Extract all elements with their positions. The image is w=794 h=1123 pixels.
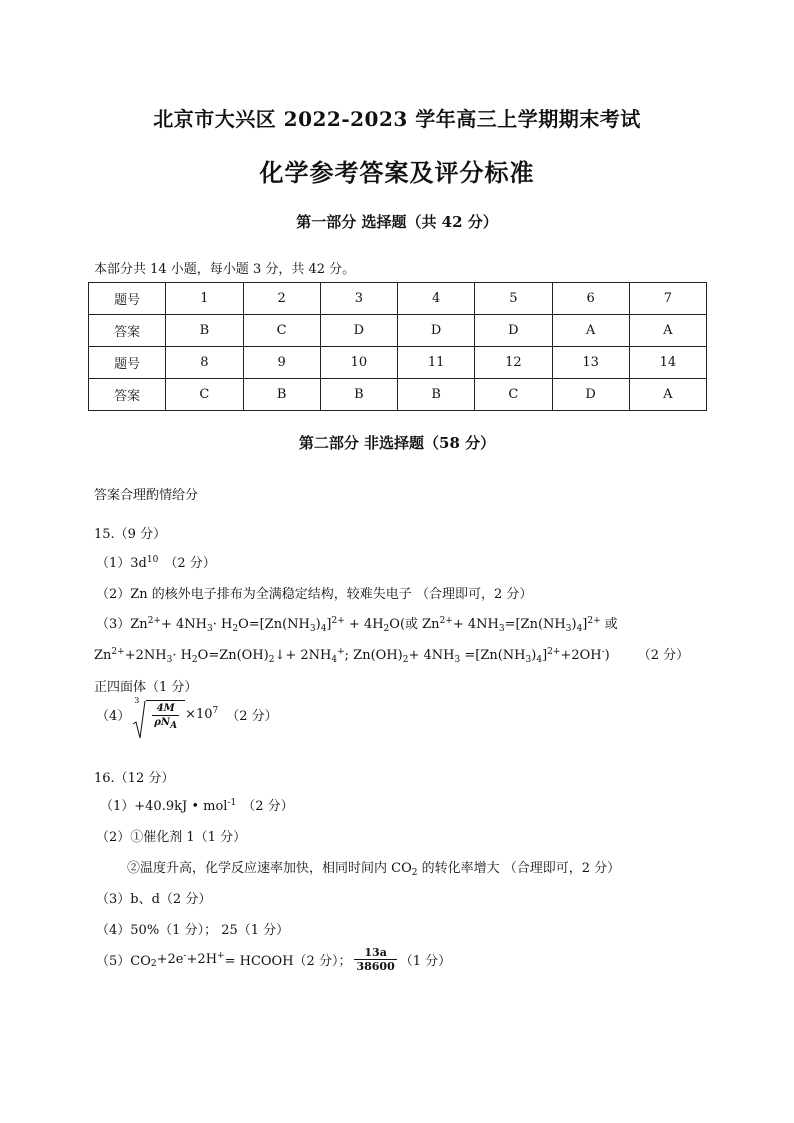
answer-table-cell: D xyxy=(398,315,475,347)
answer-key-title: 化学参考答案及评分标准 xyxy=(259,158,535,187)
q15-heading: 15.（9 分） xyxy=(94,527,167,542)
part1-heading: 第一部分 选择题（共 42 分） xyxy=(296,213,498,231)
answer-table-cell: D xyxy=(552,379,629,411)
answer-table-row xyxy=(89,315,707,347)
answer-table-row-label: 题号 xyxy=(89,347,166,379)
q16-part4: （4）50%（1 分）； 25（1 分） xyxy=(96,923,290,938)
exam-title: 北京市大兴区 2022-2023 学年高三上学期期末考试 xyxy=(153,107,641,131)
radical-sign-icon xyxy=(132,700,146,740)
q15-part1: $(1)3d^{10}$ （2 分） xyxy=(96,555,216,571)
answer-table-cell: 2 xyxy=(243,283,320,315)
answer-table-cell: 14 xyxy=(629,347,706,379)
answer-table-cell: 1 xyxy=(166,283,243,315)
cube-root-expression: 3 $\frac{4M}{\rho N_A}$ xyxy=(132,700,185,729)
answer-table-cell: C xyxy=(166,379,243,411)
answer-table-cell: 5 xyxy=(475,283,552,315)
answer-table-row-label: 答案 xyxy=(89,379,166,411)
answer-table-cell: 4 xyxy=(398,283,475,315)
answer-table-cell: D xyxy=(475,315,552,347)
q16-part2: （2）①催化剂 1（1 分） xyxy=(96,830,247,845)
answer-table-cell: A xyxy=(629,379,706,411)
faraday-fraction: $\frac{13a}{38600}$ xyxy=(356,946,395,973)
answer-table-cell: A xyxy=(552,315,629,347)
answer-table-cell: C xyxy=(243,315,320,347)
answer-table-cell: 7 xyxy=(629,283,706,315)
answer-table-cell: 10 xyxy=(320,347,397,379)
q16-part5: $(5)CO_2+2e^-+2H^+=$ HCOOH（2 分）； $\frac{13a}{38600}$ （1 分） xyxy=(96,946,452,973)
part1-intro: 本部分共 14 小题，每小题 3 分，共 42 分。 xyxy=(94,262,356,277)
answer-table-cell: D xyxy=(320,315,397,347)
grading-note: 答案合理酌情给分 xyxy=(94,488,199,503)
q15-part3-geometry: 正四面体（1 分） xyxy=(94,680,198,695)
answer-table-cell: C xyxy=(475,379,552,411)
answer-table-cell: 11 xyxy=(398,347,475,379)
q15-part3-equation-2: $Zn^{2+}+2NH_3\cdot$ $H_2O=Zn(OH)_2↓+ 2NH_4^+$; $Zn(OH)_2+ 4NH_3 =[Zn(NH_3)_4]^{2+}+2OH^-$) （2 分） xyxy=(94,647,690,665)
q16-part3: （3）b、d（2 分） xyxy=(96,892,212,907)
answer-table-row-label: 答案 xyxy=(89,315,166,347)
answer-table-cell: B xyxy=(243,379,320,411)
part2-heading: 第二部分 非选择题（58 分） xyxy=(298,434,496,452)
answer-table-cell: B xyxy=(320,379,397,411)
q15-part3-equation-1: $(3)Zn^{2+}+ 4NH_3\cdot H_2O=[Zn(NH_3)_4]^{2+} + 4H_2O$(或 $Zn^{2+}+ 4NH_3=[Zn(NH_3)_4]^{2+}$ 或 xyxy=(96,616,618,634)
q16-heading: 16.（12 分） xyxy=(94,771,175,786)
answer-table-cell: 9 xyxy=(243,347,320,379)
answer-table-cell: 6 xyxy=(552,283,629,315)
answer-table-row xyxy=(89,283,707,315)
answer-table-row xyxy=(89,379,707,411)
q16-part2-explanation: ②温度升高，化学反应速率加快，相同时间内 $CO_2$ 的转化率增大 （合理即可，2 分） xyxy=(127,861,621,878)
answer-table xyxy=(88,282,707,411)
answer-table-row-label: 题号 xyxy=(89,283,166,315)
answer-table-cell: A xyxy=(629,315,706,347)
q15-part4: （4） 3 $\frac{4M}{\rho N_A}$ $\times 10^7$ （2 分） xyxy=(96,700,278,729)
answer-table-row xyxy=(89,347,707,379)
answer-table-cell: B xyxy=(398,379,475,411)
answer-table-cell: 3 xyxy=(320,283,397,315)
answer-table-cell: B xyxy=(166,315,243,347)
answer-table-cell: 13 xyxy=(552,347,629,379)
answer-table-cell: 8 xyxy=(166,347,243,379)
q16-part1: （1）+40.9kJ • mol$^{-1}$ （2 分） xyxy=(100,798,294,814)
q15-part2: （2）Zn 的核外电子排布为全满稳定结构，较难失电子 （合理即可，2 分） xyxy=(96,587,533,602)
answer-table-cell: 12 xyxy=(475,347,552,379)
